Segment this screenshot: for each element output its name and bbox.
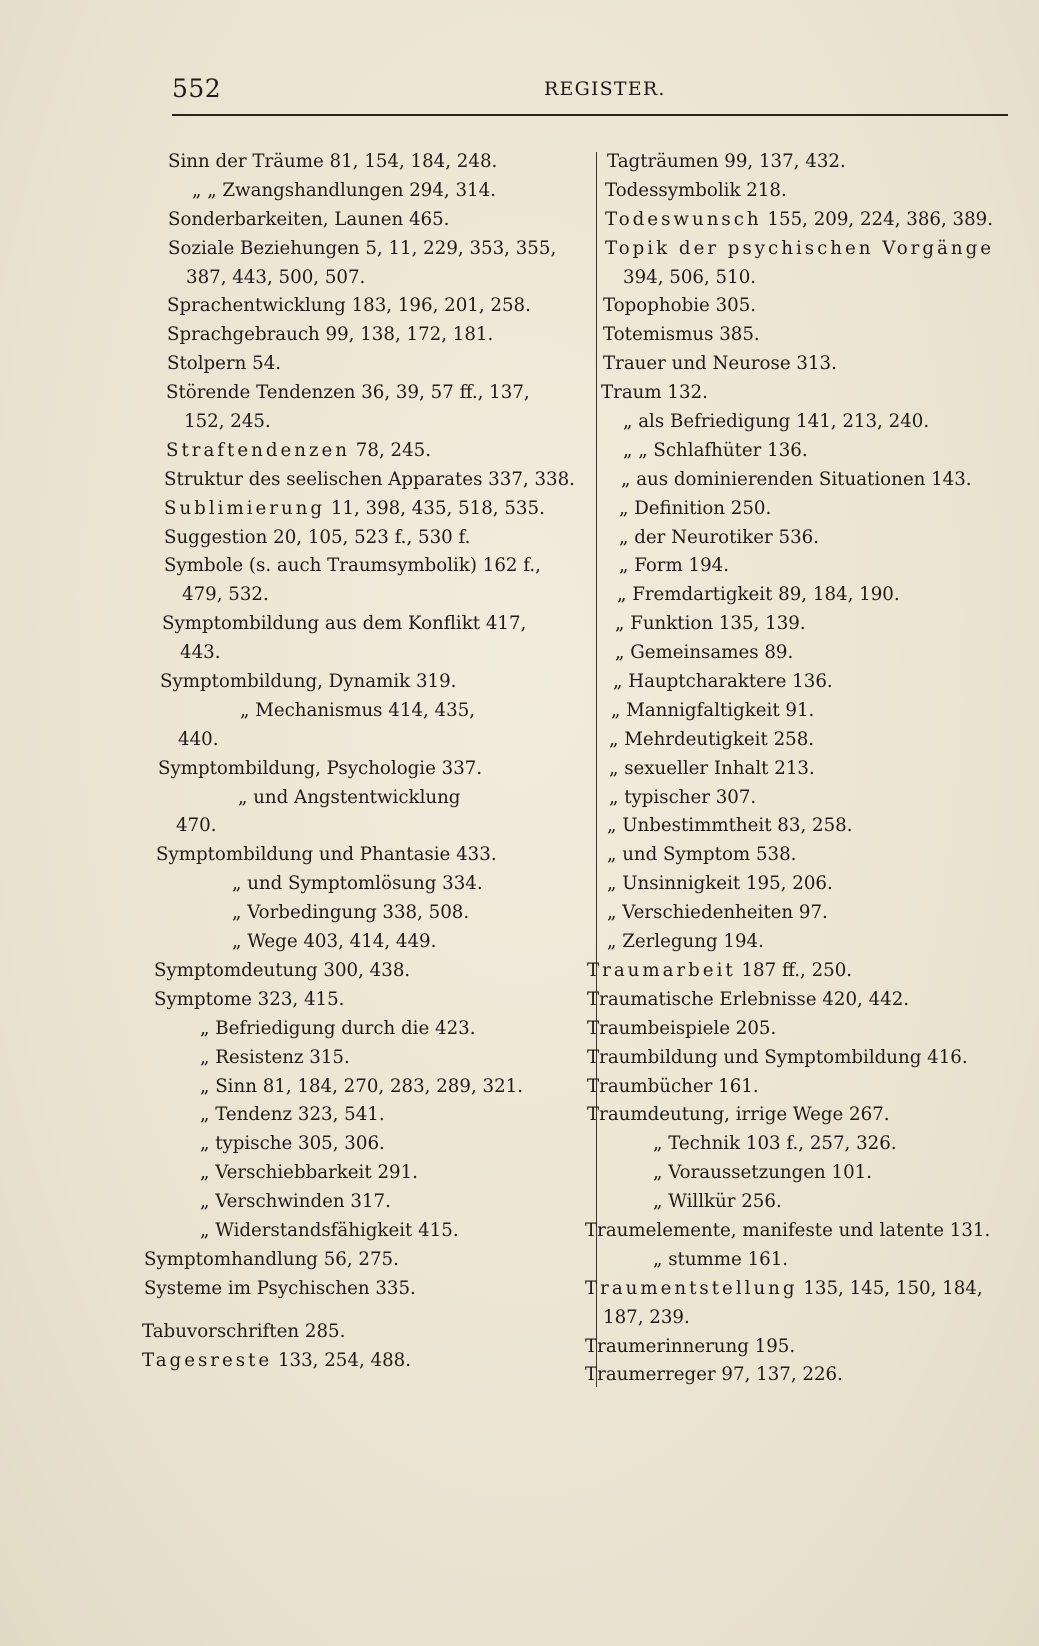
index-entry: Todessymbolik 218. <box>605 179 787 201</box>
index-entry: „ und Angstentwicklung <box>238 786 461 808</box>
index-entry: Traumbücher 161. <box>587 1075 759 1097</box>
index-entry: „ typischer 307. <box>609 786 757 808</box>
index-entry: „ Zerlegung 194. <box>607 931 764 953</box>
index-entry: Sublimierung 11, 398, 435, 518, 535. <box>164 497 545 519</box>
index-entry: Traumarbeit 187 ff., 250. <box>587 959 853 981</box>
index-entry: Tabuvorschriften 285. <box>142 1320 346 1342</box>
index-entry-spaced-term: Topik der psychischen Vorgänge <box>605 237 994 259</box>
index-entry: Stolpern 54. <box>167 353 282 375</box>
index-entry: Todeswunsch 155, 209, 224, 386, 389. <box>605 208 994 230</box>
index-column-right <box>585 148 1005 1390</box>
index-entry: „ typische 305, 306. <box>200 1133 385 1155</box>
index-entry: „ Wege 403, 414, 449. <box>232 931 437 953</box>
index-entry: „ und Symptomlösung 334. <box>232 873 483 895</box>
page-number: 552 <box>172 74 222 103</box>
index-entry: Soziale Beziehungen 5, 11, 229, 353, 355, <box>168 237 557 259</box>
index-entry: Symptombildung und Phantasie 433. <box>156 844 497 866</box>
page-header <box>172 74 1002 114</box>
index-entry: „ Voraussetzungen 101. <box>653 1162 873 1184</box>
index-entry: Symptombildung aus dem Konflikt 417, <box>162 613 527 635</box>
index-entry: Sinn der Träume 81, 154, 184, 248. <box>168 151 498 172</box>
index-entry-spaced-term: Traumarbeit <box>587 959 736 981</box>
index-entry: Traumerreger 97, 137, 226. <box>585 1364 843 1386</box>
index-entry-spaced-term: Tagesreste <box>142 1349 273 1371</box>
running-head: REGISTER. <box>544 78 666 100</box>
index-entry: „ stumme 161. <box>653 1248 789 1270</box>
index-entry: „ aus dominierenden Situationen 143. <box>621 468 972 490</box>
index-entry: Traumelemente, manifeste und latente 131. <box>585 1219 991 1241</box>
index-entry: „ Mehrdeutigkeit 258. <box>609 728 815 750</box>
index-entry: Traumdeutung, irrige Wege 267. <box>587 1104 890 1126</box>
index-entry: Sprachentwicklung 183, 196, 201, 258. <box>167 295 531 317</box>
index-entry: „ Vorbedingung 338, 508. <box>232 902 470 924</box>
index-entry: Symptombildung, Dynamik 319. <box>160 671 457 693</box>
index-entry: Traumbeispiele 205. <box>587 1017 777 1039</box>
index-entry: Traumbildung und Symptombildung 416. <box>587 1046 968 1068</box>
index-entry: „ Sinn 81, 184, 270, 283, 289, 321. <box>200 1075 523 1097</box>
index-entry: 470. <box>176 815 217 837</box>
index-entry: 440. <box>178 728 219 750</box>
index-entry: Traum 132. <box>601 382 708 404</box>
index-entry: Totemismus 385. <box>603 324 760 346</box>
index-entry: „ Fremdartigkeit 89, 184, 190. <box>617 584 900 606</box>
index-entry: „ Technik 103 f., 257, 326. <box>653 1133 897 1155</box>
index-entry: Symptombildung, Psychologie 337. <box>158 757 483 779</box>
index-entry: Suggestion 20, 105, 523 f., 530 f. <box>164 526 471 548</box>
index-entry: „ Verschiebbarkeit 291. <box>200 1162 418 1184</box>
index-entry: Symptomhandlung 56, 275. <box>144 1248 399 1270</box>
index-entry: „ Unbestimmtheit 83, 258. <box>607 815 853 837</box>
index-entry: „ Funktion 135, 139. <box>615 613 806 635</box>
index-entry: 443. <box>180 642 221 664</box>
index-entry: „ Resistenz 315. <box>200 1046 350 1068</box>
index-entry: „ Form 194. <box>619 555 729 577</box>
header-rule <box>172 114 1008 116</box>
index-entry: „ Widerstandsfähigkeit 415. <box>200 1219 459 1241</box>
index-entry: Symptomdeutung 300, 438. <box>154 959 411 981</box>
index-entry: Sprachgebrauch 99, 138, 172, 181. <box>167 324 494 346</box>
index-entry-spaced-term: Sublimierung <box>164 497 326 519</box>
index-entry: „ Gemeinsames 89. <box>615 642 794 664</box>
index-gap <box>140 1304 580 1318</box>
index-entry-spaced-term: Todeswunsch <box>605 208 762 230</box>
index-entry: 152, 245. <box>184 411 271 433</box>
index-entry: Struktur des seelischen Apparates 337, 338. <box>164 468 575 490</box>
index-entry: Sonderbarkeiten, Launen 465. <box>168 208 450 230</box>
index-entry: „ als Befriedigung 141, 213, 240. <box>623 411 930 433</box>
index-entry: „ Mechanismus 414, 435, <box>240 699 476 721</box>
index-entry: „ Hauptcharaktere 136. <box>613 671 833 693</box>
index-entry: Topophobie 305. <box>603 295 757 317</box>
index-entry: Traumatische Erlebnisse 420, 442. <box>587 988 910 1010</box>
index-entry: Störende Tendenzen 36, 39, 57 ff., 137, <box>166 382 530 404</box>
index-entry: 394, 506, 510. <box>623 266 757 288</box>
index-entry: „ „ Schlafhüter 136. <box>623 439 808 461</box>
index-entry: „ der Neurotiker 536. <box>619 526 820 548</box>
index-entry: „ Tendenz 323, 541. <box>200 1104 385 1126</box>
index-entry: „ „ Zwangshandlungen 294, 314. <box>192 179 496 201</box>
index-entry: 187, 239. <box>603 1306 690 1328</box>
index-entry: „ Verschiedenheiten 97. <box>607 902 828 924</box>
index-entry-spaced-term: Traumentstellung <box>585 1277 798 1299</box>
index-entry: 479, 532. <box>182 584 269 606</box>
index-column-left <box>140 148 580 1375</box>
index-entry: Tagesreste 133, 254, 488. <box>142 1349 412 1371</box>
index-entry: „ Mannigfaltigkeit 91. <box>611 699 815 721</box>
index-entry-spaced-term: Straftendenzen <box>166 439 351 461</box>
index-entry: Systeme im Psychischen 335. <box>144 1277 416 1299</box>
index-entry: 387, 443, 500, 507. <box>186 266 366 288</box>
index-entry: „ Willkür 256. <box>653 1191 782 1213</box>
index-entry: Traumentstellung 135, 145, 150, 184, <box>585 1277 983 1299</box>
index-entry: Tagträumen 99, 137, 432. <box>607 151 846 172</box>
index-entry: „ Befriedigung durch die 423. <box>200 1017 476 1039</box>
index-entry: Symbole (s. auch Traumsymbolik) 162 f., <box>164 555 541 577</box>
index-entry: „ und Symptom 538. <box>607 844 797 866</box>
index-entry: Trauer und Neurose 313. <box>603 353 837 375</box>
index-entry: Symptome 323, 415. <box>154 988 345 1010</box>
index-entry: Traumerinnerung 195. <box>585 1335 796 1357</box>
index-entry: „ Unsinnigkeit 195, 206. <box>607 873 833 895</box>
index-entry: Straftendenzen 78, 245. <box>166 439 431 461</box>
index-entry: „ Verschwinden 317. <box>200 1191 391 1213</box>
index-entry: „ Definition 250. <box>619 497 772 519</box>
index-entry <box>585 235 1005 264</box>
index-entry: „ sexueller Inhalt 213. <box>609 757 815 779</box>
